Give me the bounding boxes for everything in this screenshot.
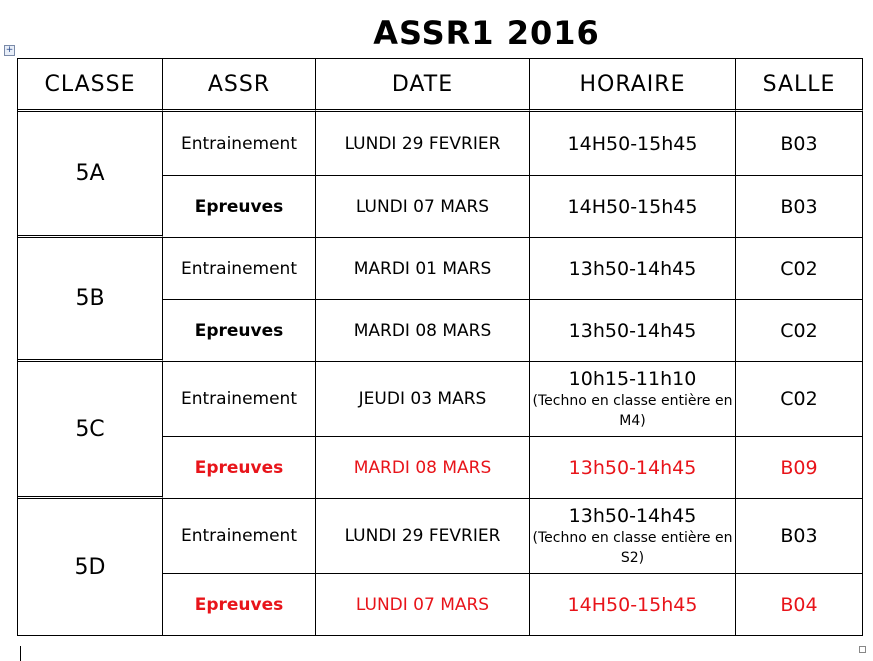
date-cell: LUNDI 29 FEVRIER — [316, 112, 530, 176]
date-cell: MARDI 08 MARS — [316, 437, 530, 499]
class-cell: 5C — [18, 362, 163, 499]
class-cell: 5A — [18, 112, 163, 238]
assr-cell: Epreuves — [163, 300, 316, 362]
salle-cell: C02 — [736, 362, 863, 437]
horaire-cell — [530, 362, 736, 437]
salle-cell: B03 — [736, 112, 863, 176]
header-date: DATE — [316, 59, 530, 112]
date-cell: LUNDI 29 FEVRIER — [316, 499, 530, 574]
horaire-time: 10h15-11h10 — [568, 368, 697, 390]
horaire-cell: 13h50-14h45 — [530, 437, 736, 499]
salle-cell: B03 — [736, 499, 863, 574]
horaire-cell: 13h50-14h45 — [530, 300, 736, 362]
assr-cell: Entrainement — [163, 499, 316, 574]
horaire-cell: 14H50-15h45 — [530, 176, 736, 238]
horaire-cell — [530, 499, 736, 574]
assr-cell: Epreuves — [163, 176, 316, 238]
header-assr: ASSR — [163, 59, 316, 112]
table-row — [18, 499, 863, 574]
horaire-time: 13h50-14h45 — [568, 505, 697, 527]
schedule-table — [17, 58, 863, 636]
assr-cell: Epreuves — [163, 574, 316, 636]
date-cell: LUNDI 07 MARS — [316, 176, 530, 238]
class-cell: 5D — [18, 499, 163, 636]
horaire-note: (Techno en classe entière en M4) — [532, 393, 733, 429]
horaire-note: (Techno en classe entière en S2) — [532, 530, 733, 566]
table-resize-handle[interactable] — [859, 646, 866, 653]
assr-cell: Entrainement — [163, 238, 316, 300]
text-cursor — [20, 646, 21, 661]
salle-cell: C02 — [736, 238, 863, 300]
horaire-cell: 13h50-14h45 — [530, 238, 736, 300]
salle-cell: B03 — [736, 176, 863, 238]
document-title: ASSR1 2016 — [373, 14, 600, 52]
horaire-cell: 14H50-15h45 — [530, 112, 736, 176]
header-salle: SALLE — [736, 59, 863, 112]
salle-cell: B04 — [736, 574, 863, 636]
header-row — [18, 59, 863, 112]
header-horaire: HORAIRE — [530, 59, 736, 112]
salle-cell: B09 — [736, 437, 863, 499]
header-classe: CLASSE — [18, 59, 163, 112]
assr-cell: Entrainement — [163, 362, 316, 437]
table-row — [18, 112, 863, 176]
horaire-cell: 14H50-15h45 — [530, 574, 736, 636]
date-cell: JEUDI 03 MARS — [316, 362, 530, 437]
date-cell: MARDI 08 MARS — [316, 300, 530, 362]
assr-cell: Epreuves — [163, 437, 316, 499]
table-row — [18, 238, 863, 300]
table-row — [18, 362, 863, 437]
class-cell: 5B — [18, 238, 163, 362]
date-cell: MARDI 01 MARS — [316, 238, 530, 300]
salle-cell: C02 — [736, 300, 863, 362]
table-move-handle-icon[interactable]: + — [5, 45, 14, 55]
date-cell: LUNDI 07 MARS — [316, 574, 530, 636]
assr-cell: Entrainement — [163, 112, 316, 176]
